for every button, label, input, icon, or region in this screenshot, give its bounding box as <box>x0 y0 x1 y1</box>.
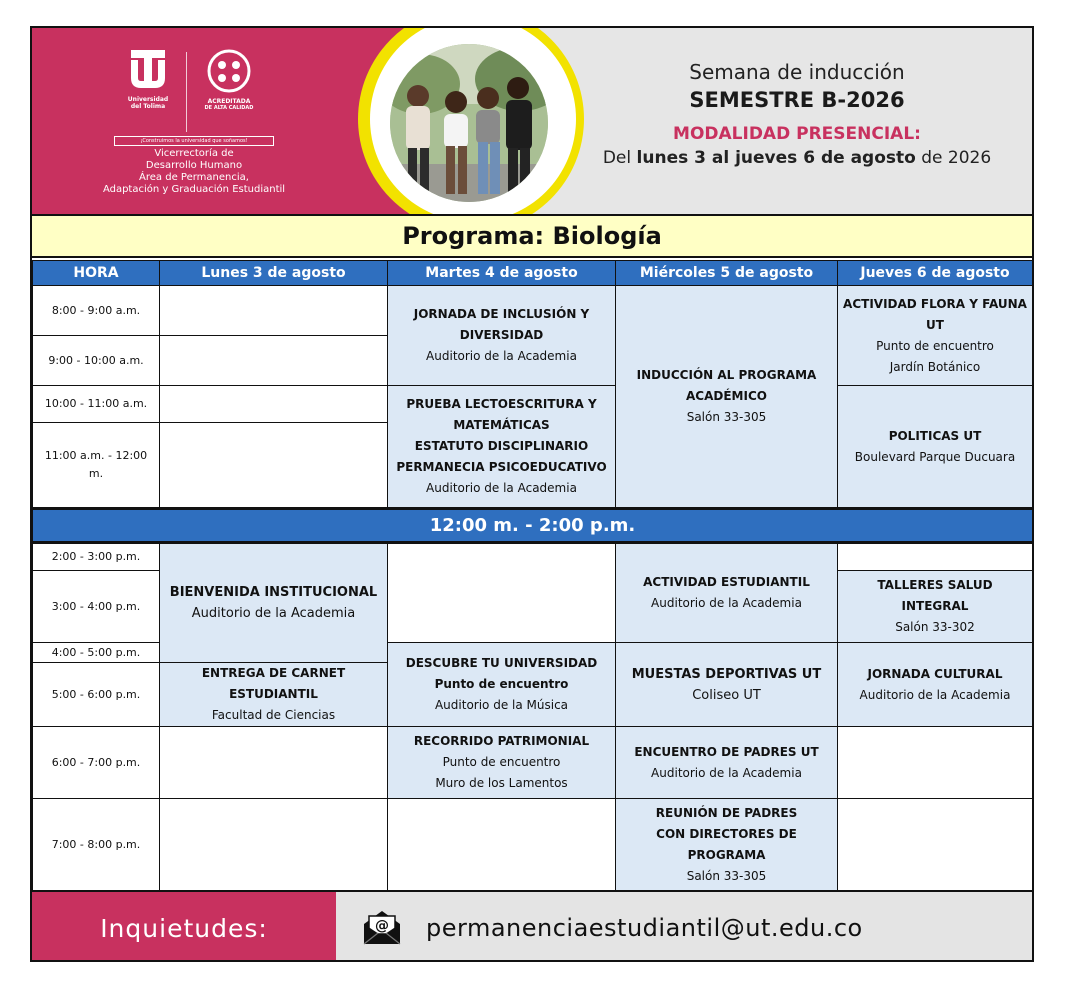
event-location: Punto de encuentro <box>876 338 994 353</box>
column-header-wednesday: Miércoles 5 de agosto <box>616 261 838 286</box>
event-location: Auditorio de la Música <box>434 698 569 712</box>
event-flora-fauna <box>838 286 1033 386</box>
event-location: Salón 33-305 <box>686 410 767 424</box>
event-reunion-padres <box>616 799 838 892</box>
event-title: ESTATUTO DISCIPLINARIO <box>414 439 589 453</box>
table-header-row <box>33 261 1033 286</box>
university-logo-block <box>74 48 314 198</box>
event-jornada-inclusion <box>388 286 616 386</box>
event-location: Salón 33-302 <box>895 620 975 634</box>
vice-rector-line1: Vicerrectoría de <box>154 148 234 159</box>
dates-prefix: Del <box>602 148 632 168</box>
time-cell: 7:00 - 8:00 p.m. <box>33 799 160 892</box>
event-descubre <box>388 643 616 727</box>
lunch-break: 12:00 m. - 2:00 p.m. <box>33 509 1033 543</box>
empty-cell <box>160 799 388 892</box>
accreditation-seal-icon <box>192 48 266 94</box>
lunch-row <box>33 509 1033 543</box>
svg-text:@: @ <box>375 918 389 934</box>
event-title: REUNIÓN DE PADRES CON DIRECTORES DE PROGRAMA <box>655 806 798 862</box>
footer-pink-panel <box>32 892 336 962</box>
event-politicas-ut <box>838 386 1033 509</box>
event-location: Punto de encuentro <box>442 755 561 769</box>
event-info <box>572 58 1022 170</box>
event-deportivas <box>616 643 838 727</box>
empty-cell <box>160 386 388 423</box>
event-location: Auditorio de la Academia <box>426 349 577 363</box>
event-location: Boulevard Parque Ducuara <box>854 449 1016 464</box>
table-row <box>33 543 1033 571</box>
event-title: ENTREGA DE CARNET ESTUDIANTIL <box>201 666 346 701</box>
event-jornada-cultural <box>838 643 1033 727</box>
university-name-line1: Universidad <box>127 96 169 103</box>
event-recorrido <box>388 727 616 799</box>
program-title: Programa: Biología <box>402 222 662 250</box>
event-title: Semana de inducción <box>689 60 905 84</box>
event-location: Auditorio de la Academia <box>651 765 802 780</box>
event-title: ACTIVIDAD FLORA Y FAUNA UT <box>843 296 1027 332</box>
event-title: POLITICAS UT <box>888 428 982 443</box>
vice-rector-line2: Desarrollo Humano <box>145 160 243 171</box>
poster-header <box>32 28 1032 214</box>
empty-cell <box>838 543 1033 571</box>
email-at-icon <box>360 908 404 948</box>
time-cell: 8:00 - 9:00 a.m. <box>33 286 160 336</box>
column-header-hour: HORA <box>33 261 160 286</box>
logo-divider <box>186 52 187 132</box>
area-line1: Área de Permanencia, <box>139 172 249 183</box>
event-talleres-salud <box>838 571 1033 643</box>
empty-cell <box>160 336 388 386</box>
event-induccion-programa <box>616 286 838 509</box>
event-location: Auditorio de la Academia <box>426 481 577 495</box>
area-line2: Adaptación y Graduación Estudiantil <box>102 184 286 195</box>
event-actividad-estudiantil <box>616 543 838 643</box>
dates-bold: lunes 3 al jueves 6 de agosto <box>636 148 916 168</box>
university-slogan: ¡Construimos la universidad que soñamos! <box>114 136 274 146</box>
inquiries-label: Inquietudes: <box>100 913 268 943</box>
table-row <box>33 286 1033 336</box>
semester-label: SEMESTRE B-2026 <box>689 88 905 112</box>
table-row <box>33 386 1033 423</box>
empty-cell <box>838 727 1033 799</box>
accreditation-line1: ACREDITADA <box>207 98 251 105</box>
ut-logo-icon <box>118 48 178 92</box>
event-title: JORNADA CULTURAL <box>867 666 1003 681</box>
event-title: DESCUBRE TU UNIVERSIDAD <box>405 656 598 670</box>
event-dates <box>572 146 1022 170</box>
event-location: Muro de los Lamentos <box>435 776 568 790</box>
time-cell: 6:00 - 7:00 p.m. <box>33 727 160 799</box>
event-location: Facultad de Ciencias <box>211 708 336 722</box>
empty-cell <box>160 423 388 509</box>
table-row <box>33 799 1033 892</box>
time-cell: 11:00 a.m. - 12:00 m. <box>33 423 160 509</box>
time-cell: 5:00 - 6:00 p.m. <box>33 663 160 727</box>
table-row <box>33 727 1033 799</box>
event-title: PRUEBA LECTOESCRITURA Y MATEMÁTICAS <box>406 397 597 432</box>
accreditation-line2: DE ALTA CALIDAD <box>204 105 254 111</box>
empty-cell <box>388 799 616 892</box>
modality-label: MODALIDAD PRESENCIAL: <box>673 124 921 144</box>
program-bar <box>32 214 1032 258</box>
event-pruebas <box>388 386 616 509</box>
schedule-table <box>32 260 1032 892</box>
column-header-thursday: Jueves 6 de agosto <box>838 261 1033 286</box>
event-title: MUESTAS DEPORTIVAS UT <box>631 666 822 682</box>
event-location: Auditorio de la Academia <box>859 687 1011 702</box>
event-subtitle: Punto de encuentro <box>434 677 569 691</box>
event-title: ACTIVIDAD ESTUDIANTIL <box>643 575 810 589</box>
event-location: Auditorio de la Academia <box>191 606 356 621</box>
event-title: PERMANECIA PSICOEDUCATIVO <box>396 460 607 474</box>
university-name-line2: del Tolima <box>130 103 166 110</box>
event-bienvenida <box>160 543 388 663</box>
event-entrega-carnet <box>160 663 388 727</box>
contact-email-link[interactable]: permanenciaestudiantil@ut.edu.co <box>426 914 863 942</box>
students-photo <box>390 44 548 202</box>
ut-logo <box>118 48 178 138</box>
time-cell: 2:00 - 3:00 p.m. <box>33 543 160 571</box>
column-header-monday: Lunes 3 de agosto <box>160 261 388 286</box>
time-cell: 10:00 - 11:00 a.m. <box>33 386 160 423</box>
empty-cell <box>388 543 616 643</box>
event-location: Jardín Botánico <box>889 359 981 374</box>
vice-rector-text <box>74 148 314 196</box>
event-title: JORNADA DE INCLUSIÓN Y DIVERSIDAD <box>413 307 590 342</box>
event-title: TALLERES SALUD INTEGRAL <box>877 578 993 613</box>
time-cell: 4:00 - 5:00 p.m. <box>33 643 160 663</box>
event-location: Salón 33-305 <box>686 869 767 883</box>
time-cell: 9:00 - 10:00 a.m. <box>33 336 160 386</box>
event-title: INDUCCIÓN AL PROGRAMA ACADÉMICO <box>636 368 817 403</box>
column-header-tuesday: Martes 4 de agosto <box>388 261 616 286</box>
accreditation-logo <box>192 48 266 138</box>
event-location: Auditorio de la Academia <box>651 596 802 610</box>
empty-cell <box>160 286 388 336</box>
empty-cell <box>160 727 388 799</box>
event-title: RECORRIDO PATRIMONIAL <box>413 734 590 748</box>
event-encuentro-padres <box>616 727 838 799</box>
schedule-poster <box>30 26 1034 962</box>
event-title: BIENVENIDA INSTITUCIONAL <box>169 585 378 600</box>
time-cell: 3:00 - 4:00 p.m. <box>33 571 160 643</box>
dates-suffix: de 2026 <box>921 148 992 168</box>
contact-footer <box>32 890 1032 962</box>
event-title: ENCUENTRO DE PADRES UT <box>634 744 819 759</box>
empty-cell <box>838 799 1033 892</box>
event-location: Coliseo UT <box>692 687 761 703</box>
